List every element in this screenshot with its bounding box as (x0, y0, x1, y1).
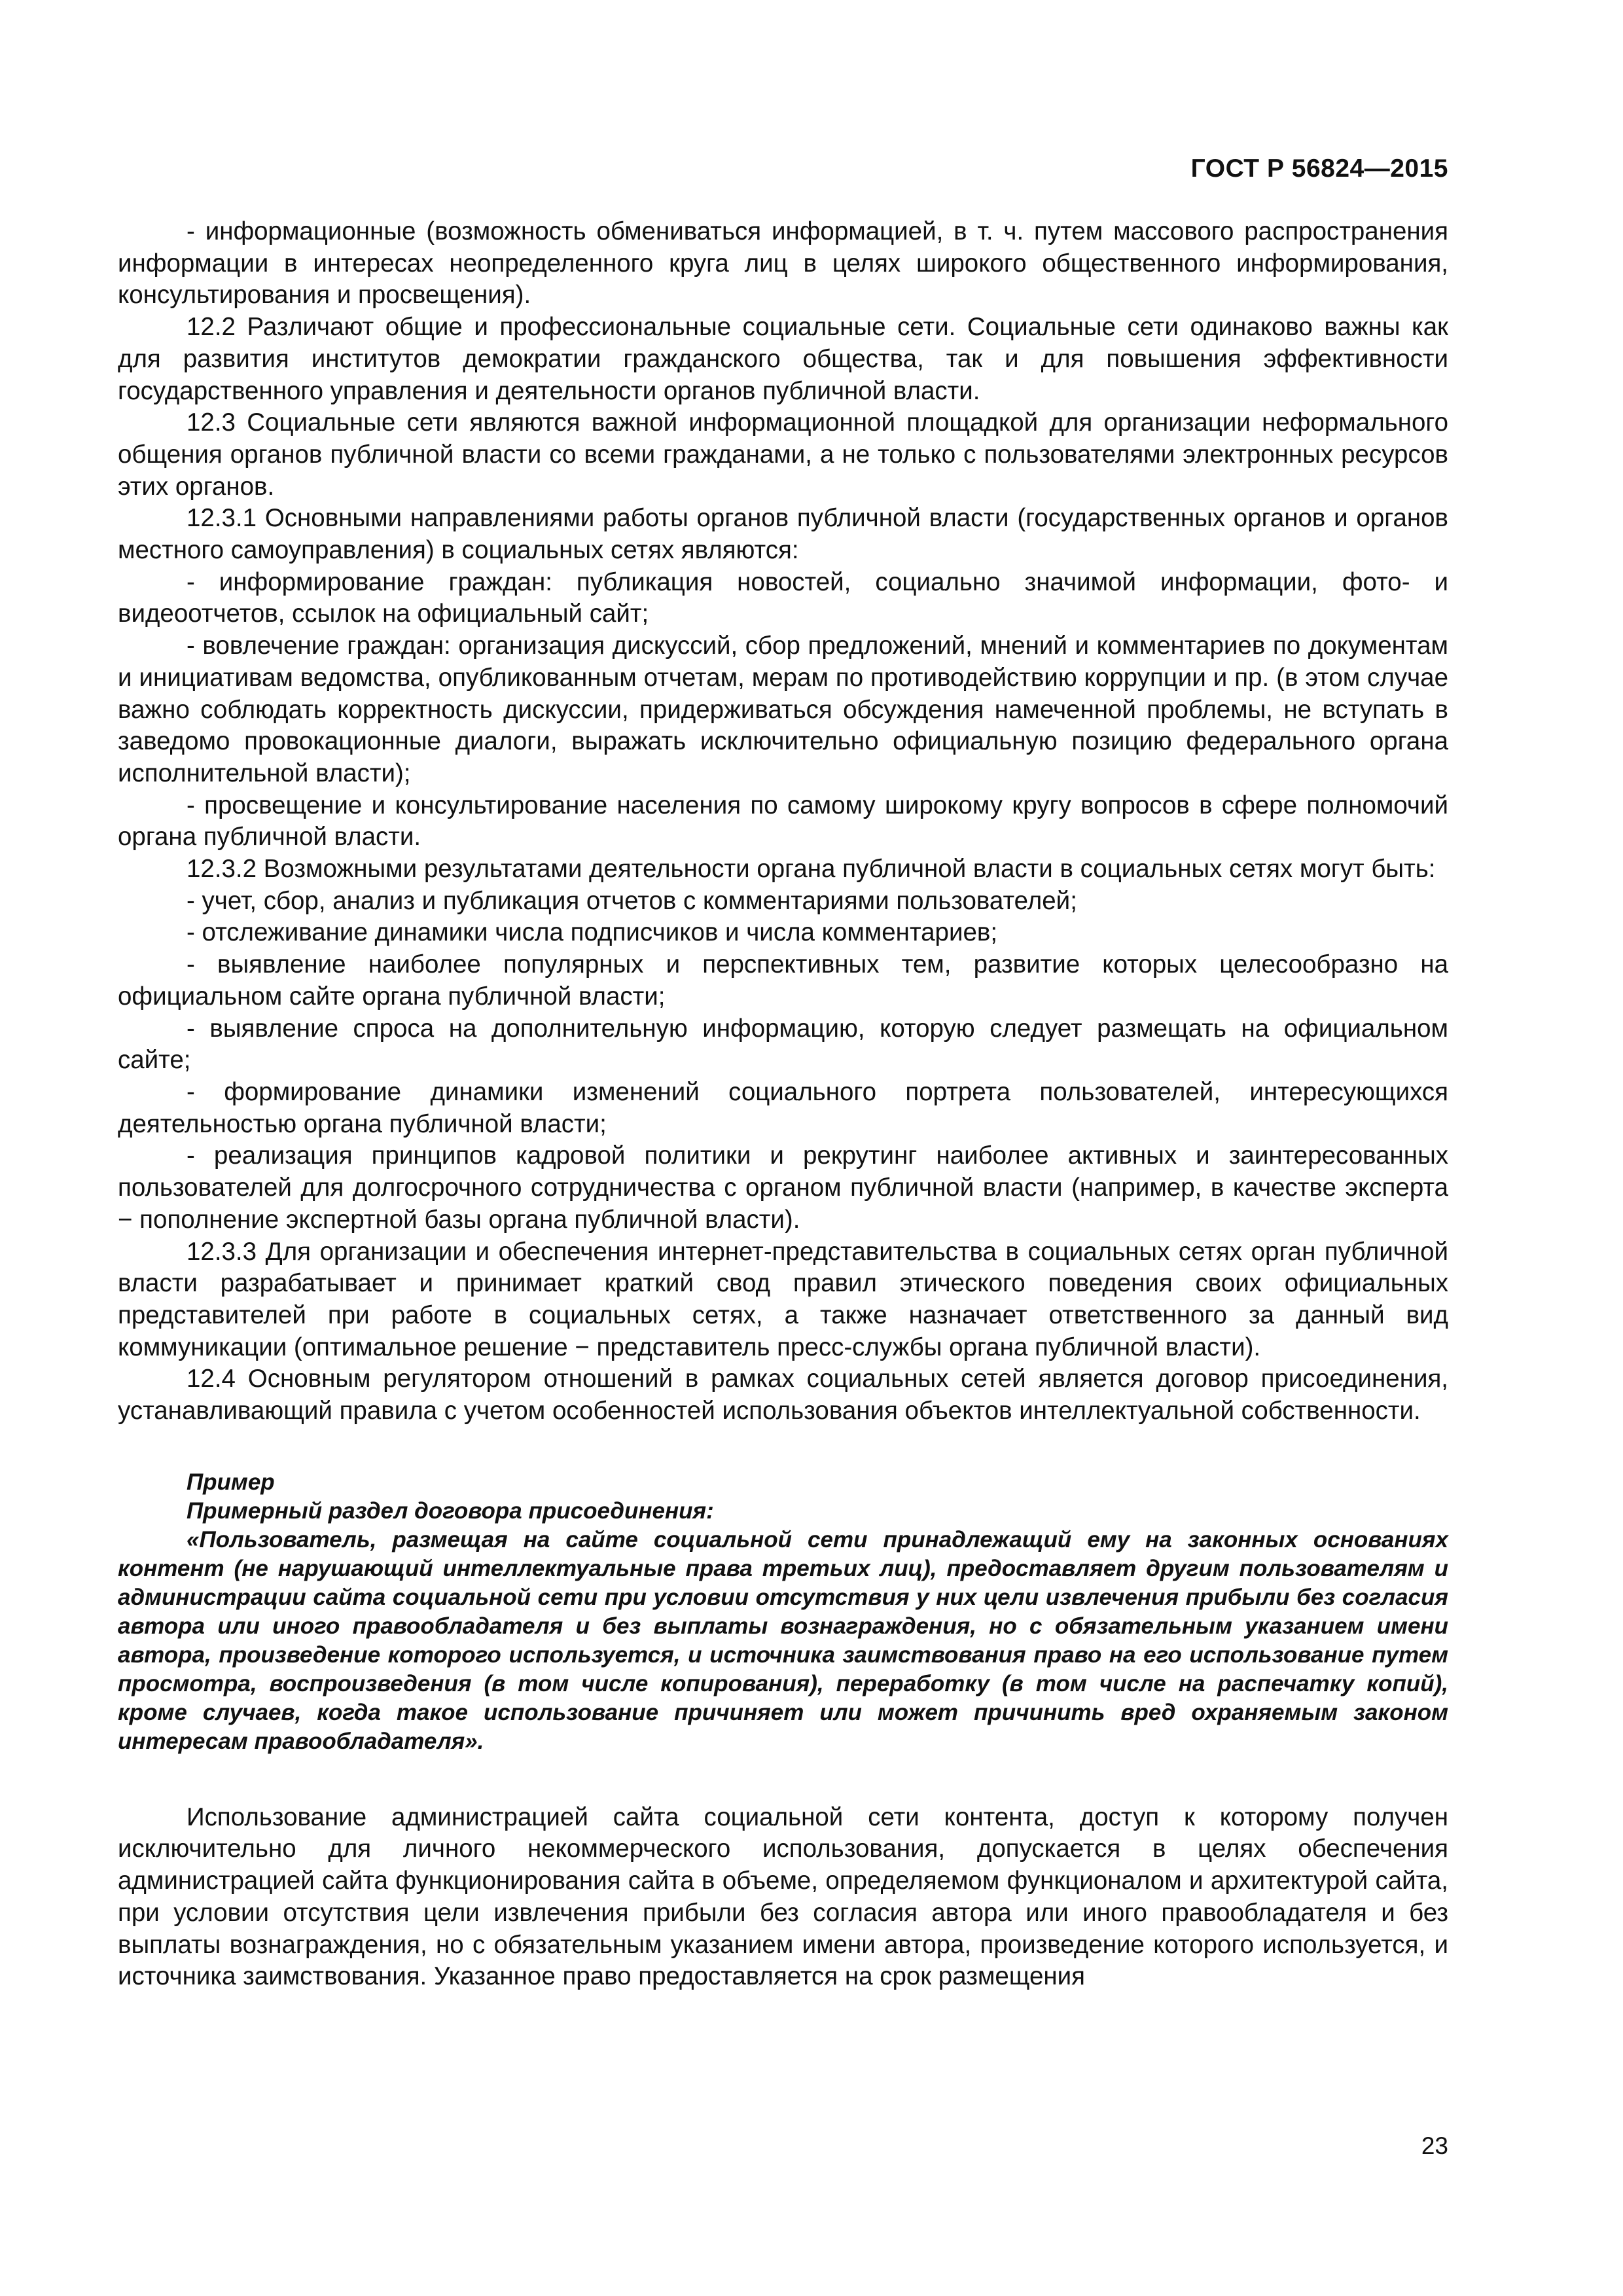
paragraph-12-2: 12.2 Различают общие и профессиональные социальные сети. Социальные сети одинаково важны как для развития институтов демократии гражданского общества, так и для повышения эффективности государственного управления и деятельности органов публичной власти. (118, 313, 1448, 405)
list-item-recruiting: - реализация принципов кадровой политики и рекрутинг наиболее активных и заинтересованных пользователей для долгосрочного сотрудничества с органом публичной власти (например, в качестве эксперта − пополнение экспертной базы органа публичной власти). (118, 1141, 1448, 1234)
list-item-subscriber-dynamics: - отслеживание динамики числа подписчиков и числа комментариев; (187, 918, 998, 947)
list-item-involving-citizens: - вовлечение граждан: организация дискуссий, сбор предложений, мнений и комментариев по документам и инициативам ведомства, опубликованным отчетам, мерам по противодействию коррупции и пр. (в этом случае важно соблюдать корректность дискуссии, придерживаться обсуждения намеченной проблемы, не вступать в заведомо провокационные диалоги, выражать исключительно официальную позицию федерального органа исполнительной власти); (118, 632, 1448, 787)
list-item-education-consulting: - просвещение и консультирование населения по самому широкому кругу вопросов в сфере полномочий органа публичной власти. (118, 791, 1448, 852)
page-number: 23 (1421, 2132, 1448, 2159)
paragraph-12-3-1: 12.3.1 Основными направлениями работы органов публичной власти (государственных органов и органов местного самоуправления) в социальных сетях являются: (118, 504, 1448, 565)
paragraph-12-4: 12.4 Основным регулятором отношений в рамках социальных сетей является договор присоединения, устанавливающий правила с учетом особенностей использования объектов интеллектуальной собственности. (118, 1365, 1448, 1426)
list-item-informing-citizens: - информирование граждан: публикация новостей, социально значимой информации, фото- и видеоотчетов, ссылок на официальный сайт; (118, 567, 1448, 628)
paragraph-content-usage: Использование администрацией сайта социальной сети контента, доступ к которому получен исключительно для личного некоммерческого использования, допускается в целях обеспечения администрацией сайта функционирования сайта в объеме, определяемом функционалом и архитектурой сайта, при условии отсутствия цели извлечения прибыли без согласия автора или иного правообладателя и без выплаты вознаграждения, но с обязательным указанием имени автора, произведение которого используется, и источника заимствования. Указанное право предоставляется на срок размещения (118, 1803, 1448, 1991)
example-quote: «Пользователь, размещая на сайте социальной сети принадлежащий ему на законных основаниях контент (не нарушающий интеллектуальные права третьих лиц), предоставляет другим пользователям и администрации сайта социальной сети при условии отсутствия у них цели извлечения прибыли без согласия автора или иного правообладателя и без выплаты вознаграждения, но с обязательным указанием имени автора, произведение которого используется, и источника заимствования право на его использование путем просмотра, воспроизведения (в том числе копирования), переработку (в том числе на распечатку копий), кроме случаев, когда такое использование причиняет или может причинить вред охраняемым законом интересам правообладателя». (118, 1526, 1448, 1754)
paragraph-12-3: 12.3 Социальные сети являются важной информационной площадкой для организации неформального общения органов публичной власти со всеми гражданами, а не только с пользователями электронных ресурсов этих органов. (118, 408, 1448, 501)
list-item-information-demand: - выявление спроса на дополнительную информацию, которую следует размещать на официальном сайте; (118, 1014, 1448, 1075)
document-header-id: ГОСТ Р 56824—2015 (1190, 154, 1448, 183)
paragraph-12-3-3: 12.3.3 Для организации и обеспечения интернет-представительства в социальных сетях орган публичной власти разрабатывает и принимает краткий свод правил этического поведения своих официальных представителей при работе в социальных сетях, а также назначает ответственного за данный вид коммуникации (оптимальное решение − представитель пресс-службы органа публичной власти). (118, 1237, 1448, 1361)
example-label: Пример (187, 1469, 275, 1495)
list-item-popular-topics: - выявление наиболее популярных и перспективных тем, развитие которых целесообразно на официальном сайте органа публичной власти; (118, 950, 1448, 1011)
example-title: Примерный раздел договора присоединения: (187, 1498, 714, 1524)
list-item-reports: - учет, сбор, анализ и публикация отчетов с комментариями пользователей; (187, 886, 1077, 915)
paragraph-12-3-2: 12.3.2 Возможными результатами деятельности органа публичной власти в социальных сетях могут быть: (187, 855, 1436, 884)
example-block (118, 1468, 1448, 1756)
document-body (118, 216, 1448, 1993)
list-item-user-portrait: - формирование динамики изменений социального портрета пользователей, интересующихся деятельностью органа публичной власти; (118, 1077, 1448, 1138)
paragraph-informational-item: - информационные (возможность обмениваться информацией, в т. ч. путем массового распространения информации в интересах неопределенного круга лиц в целях широкого общественного информирования, консультирования и просвещения). (118, 217, 1448, 310)
